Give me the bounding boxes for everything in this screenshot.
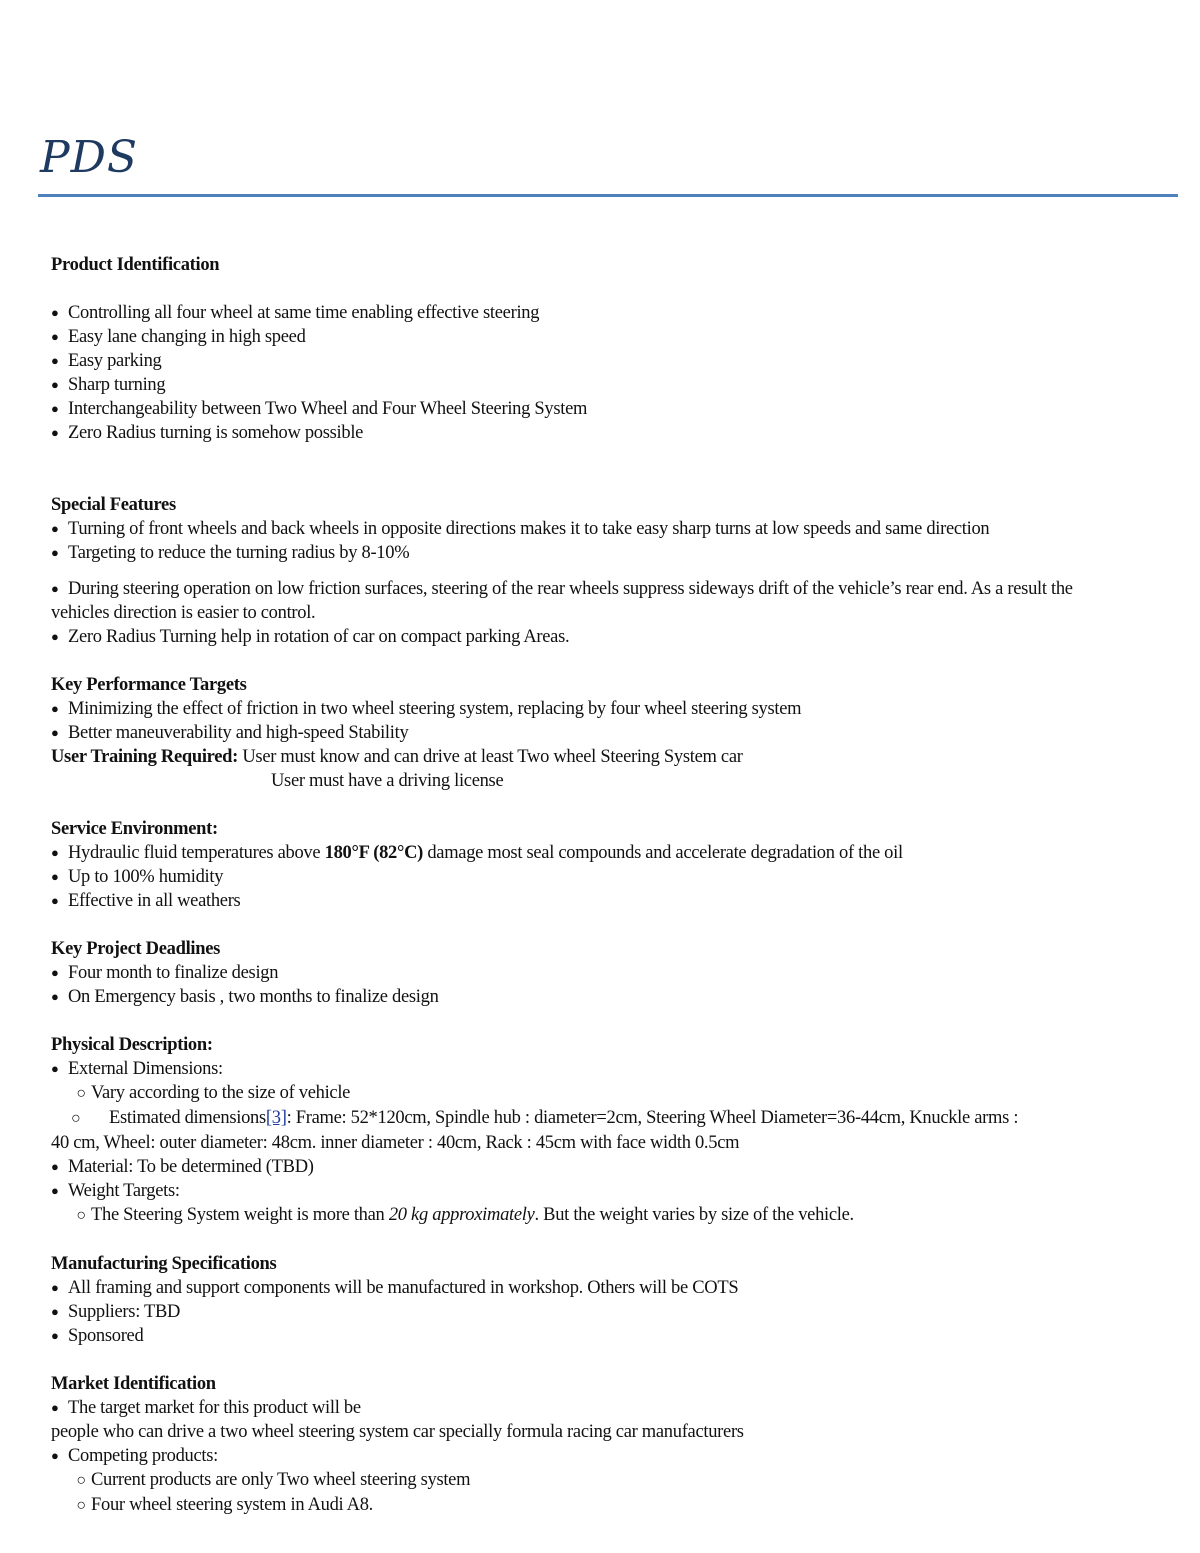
circle-bullet-icon: ○ [76, 1472, 86, 1489]
list-item [51, 1057, 1131, 1081]
list-item [51, 325, 1131, 349]
sub-list-item [51, 1493, 1131, 1518]
section-heading-special-features: Special Features [51, 495, 176, 515]
list-item-text: Material: To be determined (TBD) [68, 1157, 314, 1177]
list-item [51, 517, 1131, 541]
list-item-text: Controlling all four wheel at same time enabling effective steering [68, 303, 540, 323]
section-heading-manufacturing-specifications: Manufacturing Specifications [51, 1254, 277, 1274]
bullet-icon: ● [51, 701, 59, 716]
circle-bullet-icon: ○ [76, 1497, 86, 1514]
sub-list-item [51, 1468, 1131, 1493]
list-item-text: Zero Radius Turning help in rotation of car on compact parking Areas. [68, 627, 570, 647]
document-title: PDS [40, 132, 139, 183]
title-underline [38, 194, 1178, 197]
bullet-icon: ● [51, 869, 59, 884]
user-training-line [51, 745, 1131, 769]
list-item [51, 1276, 1131, 1300]
user-training-label: User Training Required: [51, 747, 239, 767]
bullet-icon: ● [51, 725, 59, 740]
list-item-text: External Dimensions: [68, 1059, 223, 1079]
bullet-icon: ● [51, 545, 59, 560]
bullet-icon: ● [51, 401, 59, 416]
circle-bullet-icon: ○ [71, 1110, 81, 1127]
list-item-text: Easy parking [68, 351, 162, 371]
list-item-text: Better maneuverability and high-speed Stability [68, 723, 409, 743]
list-item [51, 1300, 1131, 1324]
section-heading-product-identification: Product Identification [51, 255, 220, 275]
section-heading-key-project-deadlines: Key Project Deadlines [51, 939, 221, 959]
list-item [51, 349, 1131, 373]
list-item-text: Hydraulic fluid temperatures above [68, 843, 321, 863]
section-heading-market-identification: Market Identification [51, 1374, 216, 1394]
bullet-icon: ● [51, 1328, 59, 1343]
list-item-text: : Frame: 52*120cm, Spindle hub : diameter=2cm, Steering Wheel Diameter=36-44cm, Knuckle arms : [286, 1108, 1019, 1128]
list-item [51, 373, 1131, 397]
bullet-icon: ● [51, 521, 59, 536]
list-item [51, 1179, 1131, 1203]
list-item [51, 889, 1131, 913]
list-item-text: Estimated dimensions [109, 1108, 266, 1128]
list-item-text: Sharp turning [68, 375, 166, 395]
bullet-icon: ● [51, 305, 59, 320]
sub-list-item [51, 1081, 1131, 1106]
bullet-icon: ● [51, 1061, 59, 1076]
list-item [51, 625, 1131, 649]
list-item-continuation: 40 cm, Wheel: outer diameter: 48cm. inner diameter : 40cm, Rack : 45cm with face width 0.5cm [51, 1133, 740, 1153]
bullet-icon: ● [51, 1183, 59, 1198]
bullet-icon: ● [51, 893, 59, 908]
list-item-text: On Emergency basis , two months to finalize design [68, 987, 439, 1007]
list-item-text: Suppliers: TBD [68, 1302, 181, 1322]
bullet-icon: ● [51, 1280, 59, 1295]
sub-list-item [51, 1106, 1131, 1131]
list-item-text: Competing products: [68, 1446, 218, 1466]
bullet-icon: ● [51, 629, 59, 644]
sub-list-item [51, 1203, 1131, 1228]
bullet-icon: ● [51, 353, 59, 368]
list-item-text: Four month to finalize design [68, 963, 279, 983]
list-item-text: Vary according to the size of vehicle [91, 1083, 351, 1103]
bullet-icon: ● [51, 1304, 59, 1319]
list-item-text: The Steering System weight is more than [91, 1205, 385, 1225]
list-item [51, 541, 1131, 565]
list-item [51, 985, 1131, 1009]
bullet-icon: ● [51, 377, 59, 392]
bullet-icon: ● [51, 845, 59, 860]
circle-bullet-icon: ○ [76, 1085, 86, 1102]
temperature-value: 180°F (82°C) [324, 843, 423, 863]
list-item [51, 1396, 1131, 1420]
list-item [51, 961, 1131, 985]
list-item-text: Turning of front wheels and back wheels in opposite directions makes it to take easy sharp turns at low speeds and same direction [68, 519, 990, 539]
list-item-text: Weight Targets: [68, 1181, 180, 1201]
list-item-text: Targeting to reduce the turning radius by 8-10% [68, 543, 410, 563]
section-heading-key-performance-targets: Key Performance Targets [51, 675, 247, 695]
bullet-icon: ● [51, 329, 59, 344]
list-item-text: Sponsored [68, 1326, 144, 1346]
list-item [51, 865, 1131, 889]
bullet-icon: ● [51, 1400, 59, 1415]
bullet-icon: ● [51, 581, 59, 596]
list-item-text: Minimizing the effect of friction in two wheel steering system, replacing by four wheel steering system [68, 699, 802, 719]
list-item-text: Current products are only Two wheel steering system [91, 1470, 471, 1490]
list-item-text: Effective in all weathers [68, 891, 241, 911]
list-item [51, 577, 1131, 625]
section-heading-physical-description: Physical Description: [51, 1035, 213, 1055]
bullet-icon: ● [51, 425, 59, 440]
list-item [51, 1155, 1131, 1179]
list-item-text: . But the weight varies by size of the vehicle. [534, 1205, 854, 1225]
list-item-continuation: people who can drive a two wheel steering system car specially formula racing car manufacturers [51, 1422, 744, 1442]
section-heading-service-environment: Service Environment: [51, 819, 218, 839]
list-item [51, 697, 1131, 721]
list-item-text: Zero Radius turning is somehow possible [68, 423, 364, 443]
list-item-text: Interchangeability between Two Wheel and Four Wheel Steering System [68, 399, 588, 419]
list-item-text: damage most seal compounds and accelerate degradation of the oil [427, 843, 903, 863]
bullet-icon: ● [51, 1448, 59, 1463]
list-item-text: All framing and support components will be manufactured in workshop. Others will be COTS [68, 1278, 739, 1298]
circle-bullet-icon: ○ [76, 1207, 86, 1224]
list-item-text: The target market for this product will be [68, 1398, 361, 1418]
list-item [51, 397, 1131, 421]
bullet-icon: ● [51, 989, 59, 1004]
bullet-icon: ● [51, 1159, 59, 1174]
weight-value: 20 kg approximately [388, 1205, 535, 1225]
list-item-text: Up to 100% humidity [68, 867, 224, 887]
reference-link[interactable]: [3] [265, 1108, 287, 1128]
list-item [51, 1444, 1131, 1468]
user-training-line: User must have a driving license [271, 771, 504, 791]
list-item [51, 721, 1131, 745]
list-item [51, 301, 1131, 325]
list-item-text: During steering operation on low friction surfaces, steering of the rear wheels suppress sideways drift of the vehicle’s rear end. As a result the vehicles direction is easier to control. [51, 579, 1073, 623]
list-item [51, 1324, 1131, 1348]
list-item [51, 421, 1131, 445]
list-item-text: Easy lane changing in high speed [68, 327, 306, 347]
list-item-text: Four wheel steering system in Audi A8. [91, 1495, 374, 1515]
user-training-text: User must know and can drive at least Two wheel Steering System car [242, 747, 743, 767]
document-body [51, 253, 1131, 1518]
bullet-icon: ● [51, 965, 59, 980]
list-item [51, 841, 1131, 865]
